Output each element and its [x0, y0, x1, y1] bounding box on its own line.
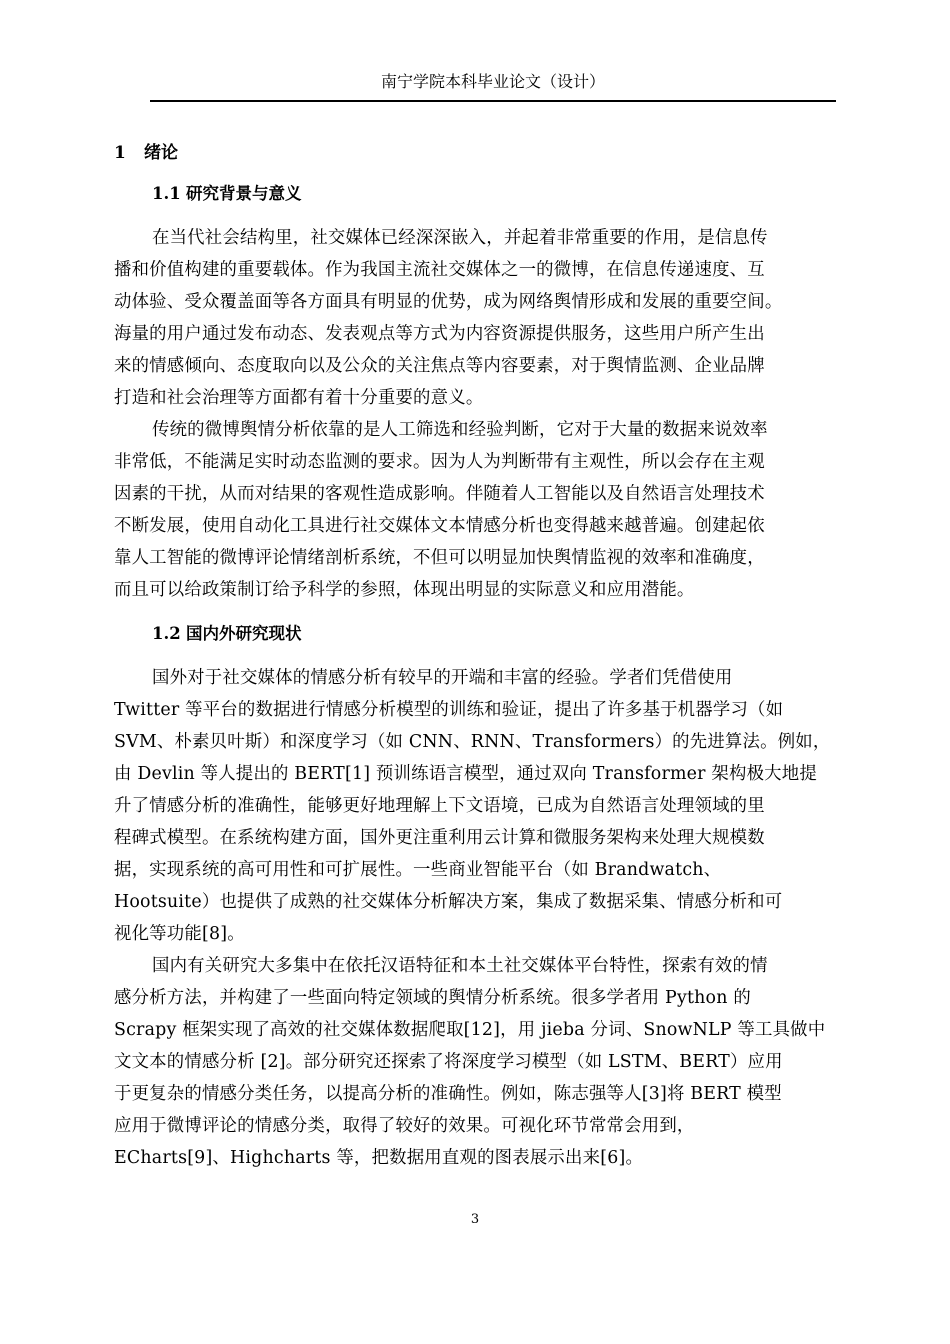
paragraph-line: 靠人工智能的微博评论情绪剖析系统，不但可以明显加快舆情监视的效率和准确度，	[114, 548, 765, 568]
section-title: 研究背景与意义	[186, 184, 302, 203]
chapter-title: 绪论	[144, 143, 178, 163]
paragraph-line: 文文本的情感分析 [2]。部分研究还探索了将深度学习模型（如 LSTM、BERT）应用	[114, 1052, 783, 1072]
paragraph-line: 据，实现系统的高可用性和可扩展性。一些商业智能平台（如 Brandwatch、	[114, 860, 722, 880]
paragraph	[114, 222, 826, 414]
running-header: 南宁学院本科毕业论文（设计）	[380, 72, 605, 91]
paragraph-line: 感分析方法，并构建了一些面向特定领域的舆情分析系统。很多学者用 Python 的	[114, 988, 751, 1008]
paragraph-line: 海量的用户通过发布动态、发表观点等方式为内容资源提供服务，这些用户所产生出	[114, 324, 765, 344]
paragraph-line: 国内有关研究大多集中在依托汉语特征和本土社交媒体平台特性，探索有效的情	[152, 956, 768, 976]
paragraph-line: 因素的干扰，从而对结果的客观性造成影响。伴随着人工智能以及自然语言处理技术	[114, 484, 765, 504]
document-body	[114, 136, 831, 1174]
paragraph-line: 程碑式模型。在系统构建方面，国外更注重利用云计算和微服务架构来处理大规模数	[114, 828, 765, 848]
paragraph-line: 视化等功能[8]。	[114, 924, 245, 944]
paragraph-line: 动体验、受众覆盖面等各方面具有明显的优势，成为网络舆情形成和发展的重要空间。	[114, 292, 783, 312]
paragraph-line: Scrapy 框架实现了高效的社交媒体数据爬取[12]，用 jieba 分词、SnowNLP 等工具做中	[114, 1020, 826, 1040]
paragraph	[114, 950, 826, 1174]
paragraph-line: 在当代社会结构里，社交媒体已经深深嵌入，并起着非常重要的作用，是信息传	[152, 228, 768, 248]
chapter-heading	[114, 136, 826, 170]
page-number: 3	[470, 1212, 480, 1227]
paragraph-line: 不断发展，使用自动化工具进行社交媒体文本情感分析也变得越来越普遍。创建起依	[114, 516, 765, 536]
section-number: 1.2	[152, 624, 181, 643]
paragraph-line: 非常低，不能满足实时动态监测的要求。因为人为判断带有主观性，所以会存在主观	[114, 452, 765, 472]
paragraph	[114, 414, 826, 606]
paragraph-line: ECharts[9]、Highcharts 等，把数据用直观的图表展示出来[6]。	[114, 1148, 644, 1168]
paragraph-line: 来的情感倾向、态度取向以及公众的关注焦点等内容要素，对于舆情监测、企业品牌	[114, 356, 765, 376]
section-title: 国内外研究现状	[186, 624, 302, 643]
header-rule	[150, 100, 836, 102]
paragraph-line: 升了情感分析的准确性，能够更好地理解上下文语境，已成为自然语言处理领域的里	[114, 796, 765, 816]
paragraph-line: Hootsuite）也提供了成熟的社交媒体分析解决方案，集成了数据采集、情感分析和可	[114, 892, 783, 912]
paragraph-line: 而且可以给政策制订给予科学的参照，体现出明显的实际意义和应用潜能。	[114, 580, 695, 600]
paragraph-line: 于更复杂的情感分类任务，以提高分析的准确性。例如，陈志强等人[3]将 BERT 模型	[114, 1084, 782, 1104]
chapter-number: 1	[114, 143, 126, 163]
section-heading	[114, 176, 826, 212]
section-heading	[114, 616, 826, 652]
paragraph-line: 打造和社会治理等方面都有着十分重要的意义。	[114, 388, 484, 408]
paragraph	[114, 662, 831, 950]
paragraph-line: 国外对于社交媒体的情感分析有较早的开端和丰富的经验。学者们凭借使用	[152, 668, 733, 688]
paragraph-line: 应用于微博评论的情感分类，取得了较好的效果。可视化环节常常会用到，	[114, 1116, 695, 1136]
section-number: 1.1	[152, 184, 181, 203]
paragraph-line: 播和价值构建的重要载体。作为我国主流社交媒体之一的微博，在信息传递速度、互	[114, 260, 765, 280]
paragraph-line: SVM、朴素贝叶斯）和深度学习（如 CNN、RNN、Transformers）的先进算法。例如，	[114, 732, 831, 752]
paragraph-line: 由 Devlin 等人提出的 BERT[1] 预训练语言模型，通过双向 Transformer 架构极大地提	[114, 764, 817, 784]
paragraph-line: 传统的微博舆情分析依靠的是人工筛选和经验判断，它对于大量的数据来说效率	[152, 420, 768, 440]
paragraph-line: Twitter 等平台的数据进行情感分析模型的训练和验证，提出了许多基于机器学习（如	[114, 700, 784, 720]
